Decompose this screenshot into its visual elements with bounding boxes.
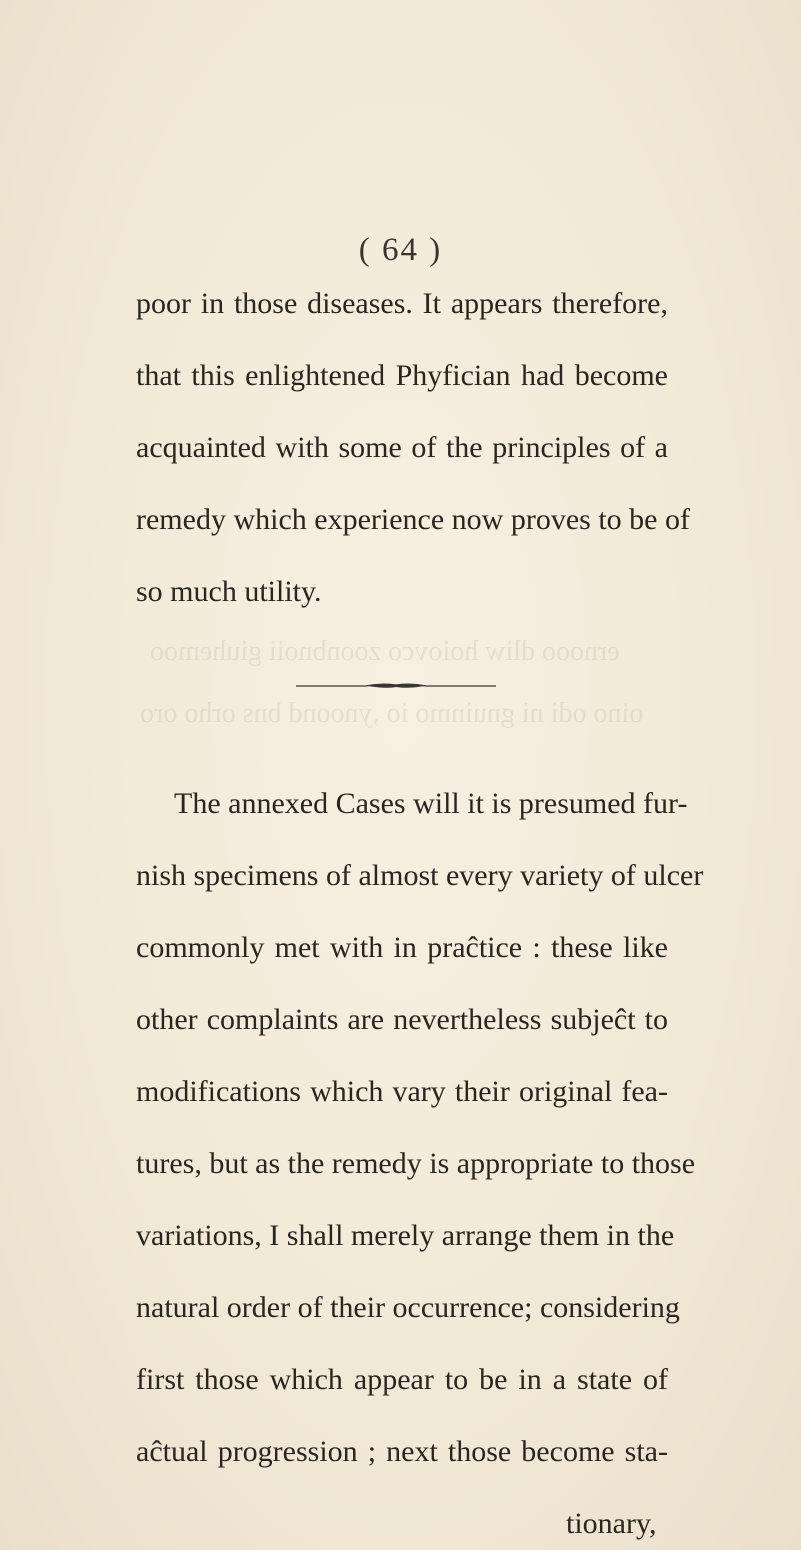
paragraph-1-line-3: acquainted with some of the principles of a (136, 431, 668, 464)
line-text: commonly met with in praĉtice : these like (136, 931, 668, 964)
show-through-text: ernooo dliw hoiovco zoonbnoii giuhemoo (150, 636, 620, 667)
paragraph-2-line-7: variations, I shall merely arrange them in the (136, 1219, 675, 1252)
show-through-text: oino odi ni gnuinmo io ,ynoond bns orho oro (140, 698, 644, 729)
paragraph-2-line-6: tures, but as the remedy is appropriate to those (136, 1147, 696, 1180)
paragraph-1-line-4: remedy which experience now proves to be of (136, 503, 690, 536)
paragraph-2-line-5: modifications which vary their original fea- (136, 1075, 668, 1108)
section-divider (296, 682, 496, 690)
paragraph-2-line-1: The annexed Cases will it is presumed fur- (174, 787, 688, 820)
paragraph-1-line-5: so much utility. (136, 575, 322, 608)
paragraph-1-line-1: poor in those diseases. It appears therefore, (136, 287, 668, 320)
paragraph-2-line-4: other complaints are nevertheless subjeĉt to (136, 1003, 668, 1036)
catchword: tionary, (566, 1507, 657, 1540)
paragraph-2-line-8: natural order of their occurrence; considering (136, 1291, 680, 1324)
paragraph-1-line-2: that this enlightened Phyfician had become (136, 359, 668, 392)
paragraph-2-line-3 (136, 930, 668, 966)
paragraph-2-line-9: first those which appear to be in a state of (136, 1363, 668, 1396)
page-number: ( 64 ) (358, 232, 443, 268)
paragraph-2-line-10: aĉtual progression ; next those become sta- (136, 1435, 668, 1468)
paragraph-2-line-2: nish specimens of almost every variety of ulcer (136, 859, 704, 892)
